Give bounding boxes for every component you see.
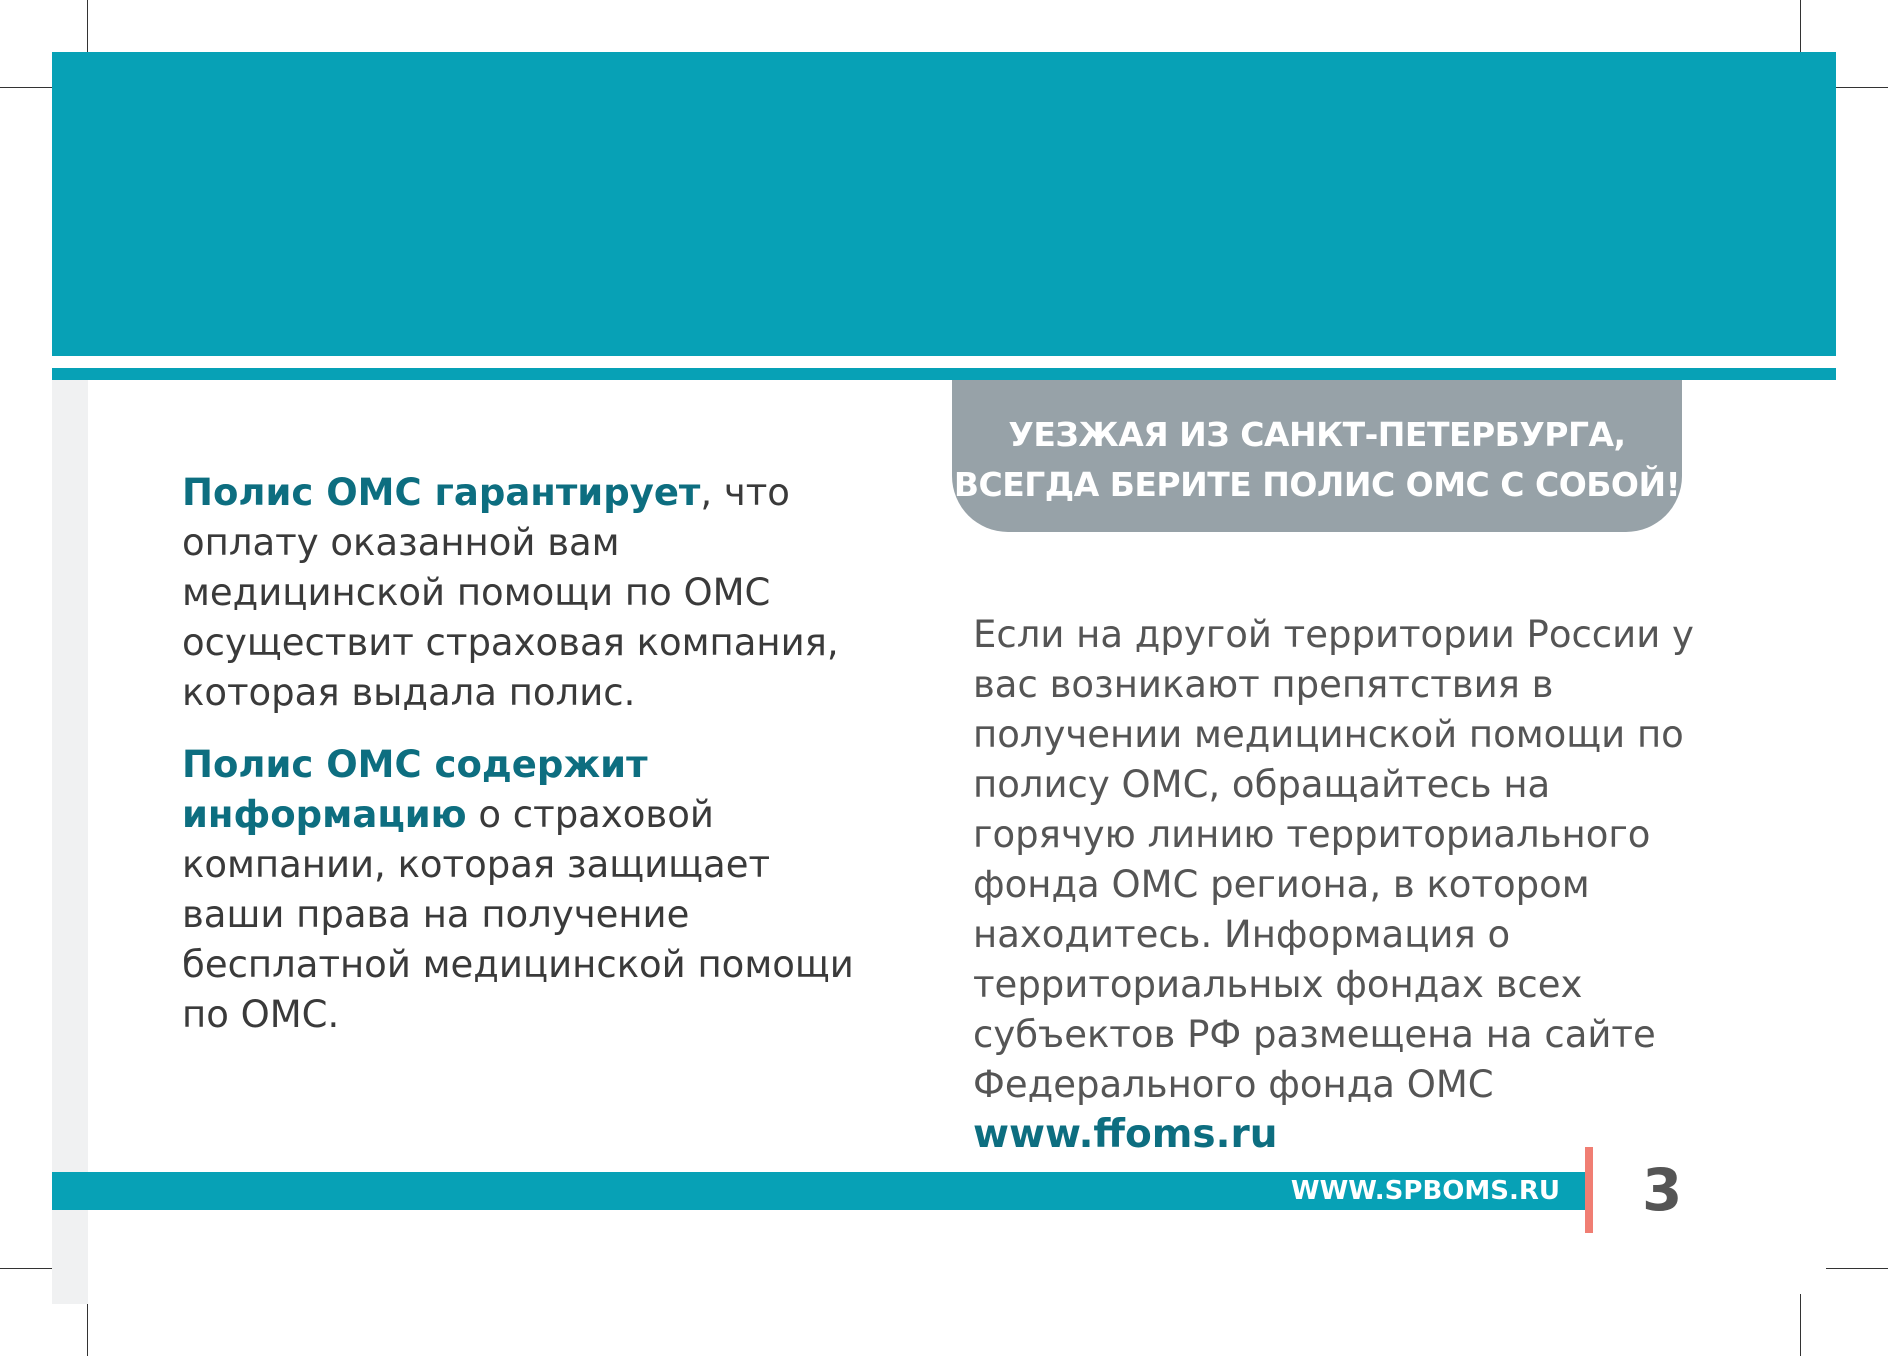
highlight-guarantee: Полис ОМС гарантирует (182, 471, 701, 514)
crop-mark (1826, 1268, 1888, 1269)
footer-separator (1585, 1147, 1593, 1233)
notice-box (952, 380, 1682, 532)
left-margin-strip (52, 380, 88, 1304)
notice-line-1: УЕЗЖАЯ ИЗ САНКТ-ПЕТЕРБУРГА, (1008, 415, 1626, 454)
paragraph-guarantee (182, 468, 882, 718)
paragraph-information (182, 740, 882, 1040)
right-column (973, 610, 1713, 1160)
notice-line-2: ВСЕГДА БЕРИТЕ ПОЛИС ОМС С СОБОЙ! (953, 465, 1681, 504)
ffoms-link[interactable]: www.ffoms.ru (973, 1112, 1278, 1157)
header-divider (52, 368, 1836, 380)
hotline-text: Если на другой территории России у вас возникают препятствия в получении медицинской помощи по полису ОМС, обращайтесь на горячую линию территориального фонда ОМС региона, в котором находитесь. Информация о территориальных фондах всех субъектов РФ размещена на сайте Федерального фонда ОМС (973, 613, 1694, 1106)
footer-site-link[interactable]: WWW.SPBOMS.RU (1290, 1176, 1560, 1206)
text-information: о страховой компании, которая защищает ваши права на получение бесплатной медицинской помощи по ОМС. (182, 793, 854, 1036)
crop-mark (1800, 1294, 1801, 1356)
highlight-information: Полис ОМС содержит информацию (182, 743, 648, 836)
page-number: 3 (1642, 1156, 1683, 1224)
left-column (182, 468, 882, 1040)
header-band (52, 52, 1836, 356)
text-guarantee: , что оплату оказанной вам медицинской помощи по ОМС осуществит страховая компания, которая выдала полис. (182, 471, 839, 714)
